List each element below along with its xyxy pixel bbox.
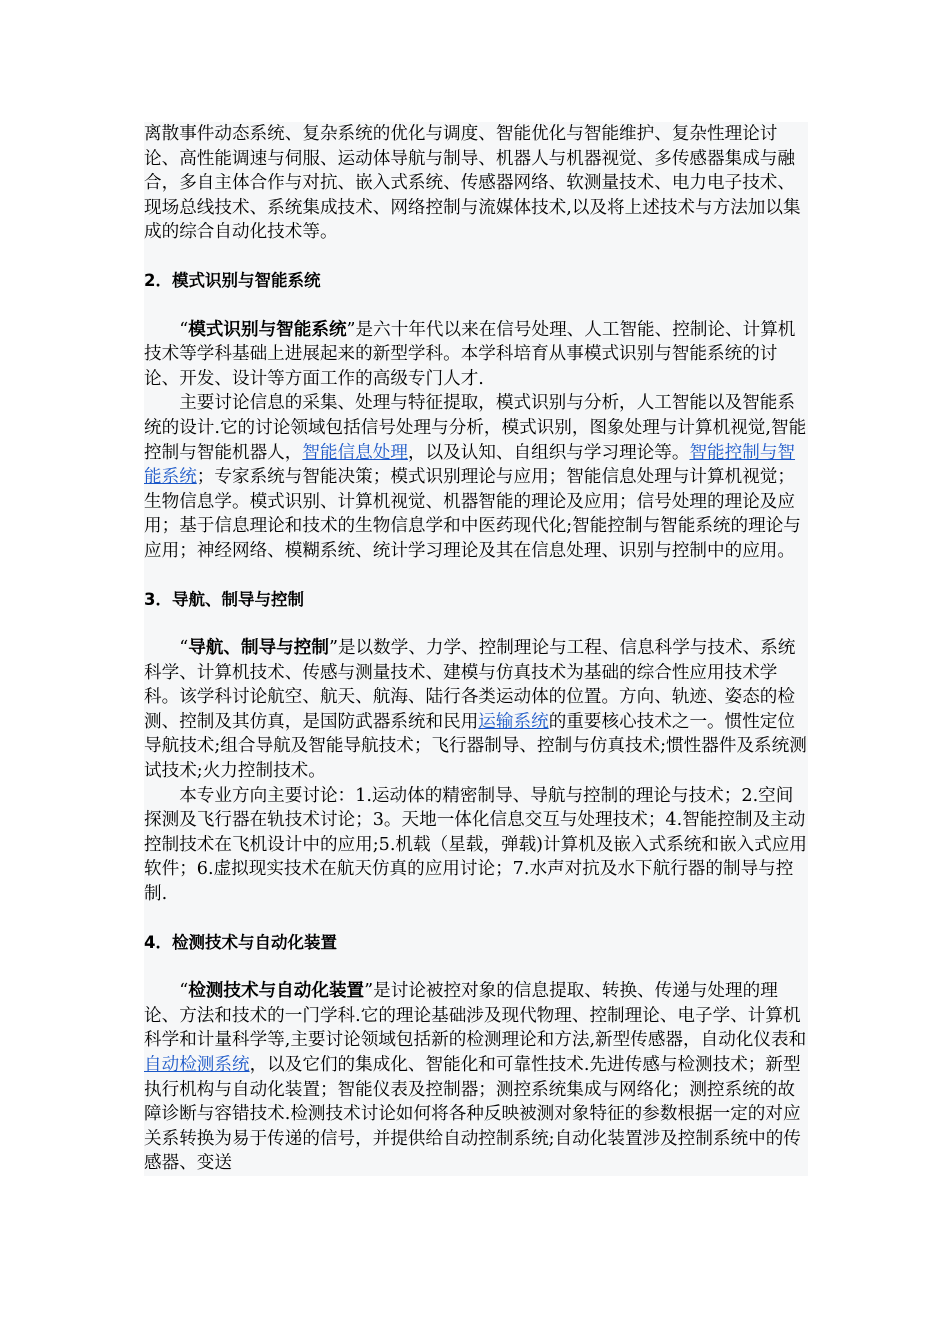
section-2-paragraph-1 <box>144 318 808 392</box>
paragraph-text: 的重要核心技术之一。惯性定位导航技术;组合导航及智能导航技术；飞行器制导、控制与仿真技术;惯性器件及系统测试技术;火力控制技术。 <box>144 711 807 782</box>
section-2-paragraph-2 <box>144 391 808 563</box>
open-quote: “ <box>179 638 189 659</box>
paragraph-text: 是讨论被控对象的信息提取、转换、传递与处理的理论、方法和技术的一门学科.它的理论基础涉及现代物理、控制理论、电子学、计算机科学和计量科学等,主要讨论领域包括新的检测理论和方法,新型传感器，自动化仪表和 <box>144 981 807 1051</box>
spacer <box>144 564 808 588</box>
section-3-paragraph-2: 本专业方向主要讨论：1.运动体的精密制导、导航与控制的理论与技术；2.空间探测及飞行器在轨技术讨论；3。天地一体化信息交互与处理技术；4.智能控制及主动控制技术在飞机设计中的应用;5.机载（星载，弹载)计算机及嵌入式系统和嵌入式应用软件；6.虚拟现实技术在航天仿真的应用讨论；7.水声对抗及水下航行器的制导与控制. <box>144 785 807 905</box>
close-quote: ” <box>328 638 338 659</box>
link-intelligent-info-processing[interactable]: 智能信息处理 <box>302 442 408 463</box>
spacer <box>144 612 808 636</box>
spacer <box>144 245 808 269</box>
term-bold: 模式识别与智能系统 <box>188 319 347 340</box>
paragraph-text: ，以及认知、自组织与学习理论等。 <box>407 442 690 463</box>
term-bold: 导航、制导与控制 <box>188 638 329 659</box>
paragraph-text: 是以数学、力学、控制理论与工程、信息科学与技术、系统科学、计算机技术、传感与测量技术、建模与仿真技术为基础的综合性应用技术学科。该学科讨论航空、航天、航海、陆行各类运动体的位置。方向、轨迹、姿态的检测、控制及其仿真，是国防武器系统和民用 <box>144 638 796 732</box>
link-auto-detection-system[interactable]: 自动检测系统 <box>144 1055 250 1075</box>
open-quote: “ <box>179 981 189 1002</box>
section-3-paragraph-1 <box>144 636 808 784</box>
link-transport-system[interactable]: 运输系统 <box>478 711 549 732</box>
paragraph-text: 是六十年代以来在信号处理、人工智能、控制论、计算机技术等学科基础上进展起来的新型学科。本学科培育从事模式识别与智能系统的讨论、开发、设计等方面工作的高级专门人才. <box>144 319 796 389</box>
close-quote: ” <box>346 319 356 340</box>
link-intelligent-control-systems[interactable]: 智能控制与智能系统 <box>144 442 796 488</box>
open-quote: “ <box>179 319 189 340</box>
section-4-heading: 4．检测技术与自动化装置 <box>144 932 337 952</box>
section-2-heading: 2．模式识别与智能系统 <box>144 270 321 290</box>
section-4-paragraph-1 <box>144 979 808 1176</box>
spacer <box>144 955 808 979</box>
paragraph-text: 主要讨论信息的采集、处理与特征提取，模式识别与分析，人工智能以及智能系统的设计.它的讨论领域包括信号处理与分析，模式识别，图象处理与计算机视觉,智能控制与智能机器人， <box>144 393 807 463</box>
section-1-tail-paragraph: 离散事件动态系统、复杂系统的优化与调度、智能优化与智能维护、复杂性理论讨论、高性能调速与伺服、运动体导航与制导、机器人与机器视觉、多传感器集成与融合，多自主体合作与对抗、嵌入式系统、传感器网络、软测量技术、电力电子技术、现场总线技术、系统集成技术、网络控制与流媒体技术,以及将上述技术与方法加以集成的综合自动化技术等。 <box>144 124 801 243</box>
section-3-heading: 3．导航、制导与控制 <box>144 589 304 609</box>
term-bold: 检测技术与自动化装置 <box>188 981 365 1002</box>
document-body <box>144 122 808 1176</box>
paragraph-text: ；专家系统与智能决策；模式识别理论与应用；智能信息处理与计算机视觉；生物信息学。模式识别、计算机视觉、机器智能的理论及应用；信号处理的理论及应用；基于信息理论和技术的生物信息学和中医药现代化;智能控制与智能系统的理论与应用；神经网络、模糊系统、统计学习理论及其在信息处理、识别与控制中的应用。 <box>144 467 801 561</box>
paragraph-text: ，以及它们的集成化、智能化和可靠性技术.先进传感与检测技术；新型执行机构与自动化装置；智能仪表及控制器；测控系统集成与网络化；测控系统的故障诊断与容错技术.检测技术讨论如何将各种反映被测对象特征的参数根据一定的对应关系转换为易于传递的信号，并提供给自动控制系统;自动化装置涉及控制系统中的传感器、变送 <box>144 1055 801 1174</box>
close-quote: ” <box>364 981 374 1002</box>
spacer <box>144 294 808 318</box>
spacer <box>144 907 808 931</box>
